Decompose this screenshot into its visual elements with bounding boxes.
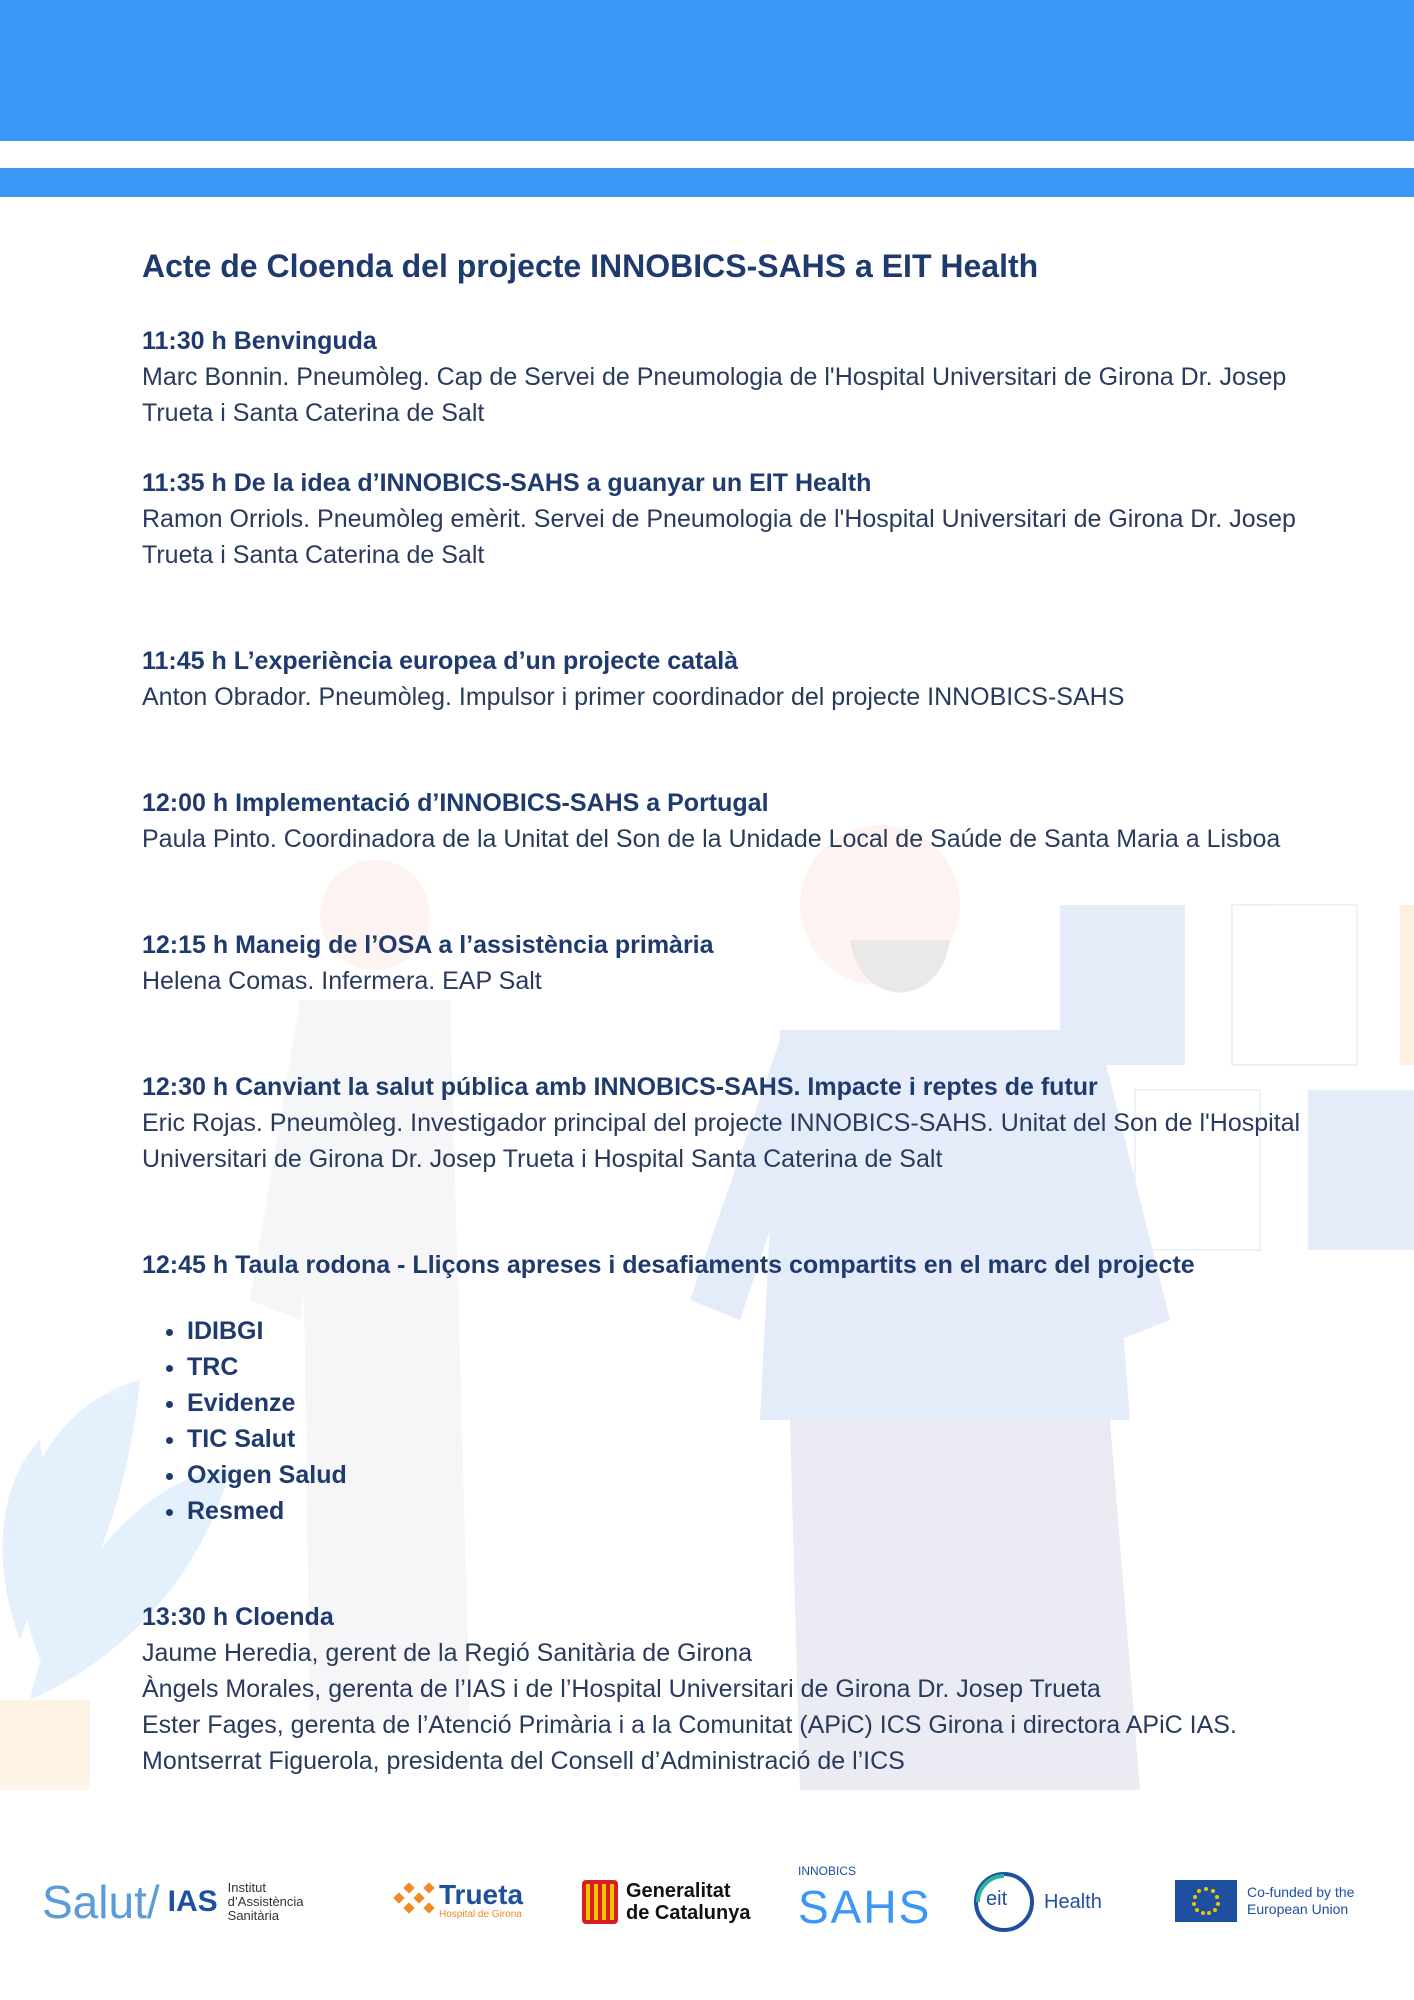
agenda-item-speaker: Marc Bonnin. Pneumòleg. Cap de Servei de Pneumologia de l'Hospital Universitari de Girona Dr. Josep Trueta i Santa Caterina de Salt bbox=[142, 363, 1287, 427]
agenda-item-speaker: Ramon Orriols. Pneumòleg emèrit. Servei de Pneumologia de l'Hospital Universitari de Girona Dr. Josep Trueta i Santa Caterina de Salt bbox=[142, 505, 1296, 569]
agenda-item-title: 12:15 h Maneig de l’OSA a l’assistència primària bbox=[142, 931, 714, 959]
agenda-item bbox=[142, 1069, 1342, 1177]
closing-speaker: Montserrat Figuerola, presidenta del Consell d’Administració de l’ICS bbox=[142, 1747, 905, 1775]
senyera-icon bbox=[582, 1880, 618, 1924]
agenda-item bbox=[142, 643, 1342, 715]
agenda-item-speaker: Anton Obrador. Pneumòleg. Impulsor i primer coordinador del projecte INNOBICS-SAHS bbox=[142, 683, 1125, 711]
agenda-item bbox=[142, 927, 1342, 999]
eu-cofunded-logo: Co-funded by the European Union bbox=[1175, 1880, 1354, 1922]
agenda-item-title: 13:30 h Cloenda bbox=[142, 1603, 334, 1631]
agenda-item bbox=[142, 1247, 1342, 1283]
agenda-item bbox=[142, 785, 1342, 857]
agenda-content bbox=[142, 248, 1342, 1813]
page-title: Acte de Cloenda del projecte INNOBICS-SAHS a EIT Health bbox=[142, 248, 1039, 284]
footer-logos bbox=[0, 1860, 1414, 1970]
trueta-mark-icon bbox=[393, 1880, 435, 1920]
agenda-item-title: 12:30 h Canviant la salut pública amb INNOBICS-SAHS. Impacte i reptes de futur bbox=[142, 1073, 1098, 1101]
agenda-item-closing bbox=[142, 1599, 1342, 1779]
agenda-item-speaker: Paula Pinto. Coordinadora de la Unitat del Son de la Unidade Local de Saúde de Santa Maria a Lisboa bbox=[142, 825, 1281, 853]
list-item: • Evidenze bbox=[187, 1385, 1342, 1421]
eit-health-logo: eit Health bbox=[972, 1870, 1102, 1934]
closing-speaker: Jaume Heredia, gerent de la Regió Sanitària de Girona bbox=[142, 1639, 753, 1667]
agenda-item-title: 12:45 h Taula rodona - Lliçons apreses i desafiaments compartits en el marc del projecte bbox=[142, 1251, 1195, 1279]
agenda-item-speaker: Helena Comas. Infermera. EAP Salt bbox=[142, 967, 542, 995]
closing-speaker: Àngels Morales, gerenta de l’IAS i de l’Hospital Universitari de Girona Dr. Josep Trueta bbox=[142, 1675, 1101, 1703]
list-item: • IDIBGI bbox=[187, 1313, 1342, 1349]
list-item: • TIC Salut bbox=[187, 1421, 1342, 1457]
generalitat-logo: Generalitat de Catalunya bbox=[582, 1880, 750, 1924]
list-item: • Oxigen Salud bbox=[187, 1457, 1342, 1493]
agenda-item-title: 11:45 h L’experiència europea d’un projecte català bbox=[142, 647, 739, 675]
agenda-item-speaker: Eric Rojas. Pneumòleg. Investigador principal del projecte INNOBICS-SAHS. Unitat del Son de l'Hospital Universitari de Girona Dr. Josep Trueta i Hospital Santa Caterina de Salt bbox=[142, 1109, 1301, 1173]
agenda-item bbox=[142, 323, 1342, 431]
innobics-sahs-logo: INNOBICS SAHS bbox=[798, 1864, 932, 1933]
salut-ias-logo: Salut/ IAS Institut d’Assistència Sanitària bbox=[42, 1876, 304, 1928]
agenda-item-title: 12:00 h Implementació d’INNOBICS-SAHS a Portugal bbox=[142, 789, 769, 817]
list-item: • Resmed bbox=[187, 1493, 1342, 1529]
roundtable-list bbox=[142, 1313, 1342, 1529]
list-item: • TRC bbox=[187, 1349, 1342, 1385]
eu-flag-icon bbox=[1175, 1880, 1237, 1922]
closing-speaker: Ester Fages, gerenta de l’Atenció Primària i a la Comunitat (APiC) ICS Girona i directora APiC IAS. bbox=[142, 1711, 1237, 1739]
trueta-logo: Trueta Hospital de Girona bbox=[393, 1880, 523, 1920]
agenda-item bbox=[142, 465, 1342, 573]
agenda-item-title: 11:35 h De la idea d’INNOBICS-SAHS a guanyar un EIT Health bbox=[142, 469, 872, 497]
agenda-item-title: 11:30 h Benvinguda bbox=[142, 327, 377, 355]
